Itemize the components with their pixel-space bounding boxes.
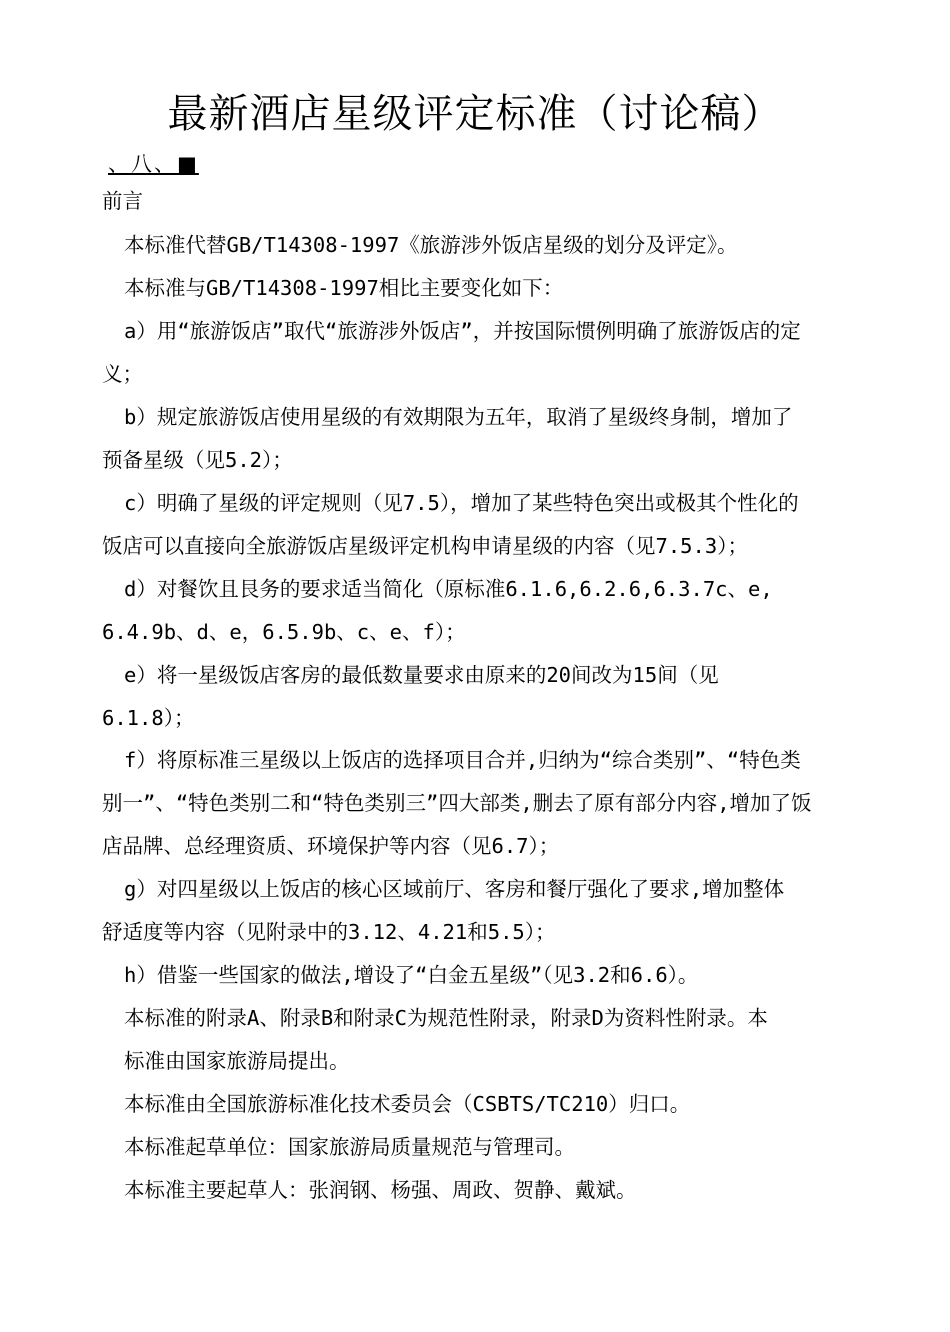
paragraph-line: e）将一星级饭店客房的最低数量要求由原来的20间改为15间（见: [124, 663, 719, 687]
paragraph-line: a）用“旅游饭店”取代“旅游涉外饭店”，并按国际惯例明确了旅游饭店的定: [124, 319, 801, 343]
paragraph-line: 本标准由全国旅游标准化技术委员会（CSBTS/TC210）归口。: [124, 1092, 691, 1116]
paragraph-line: f）将原标准三星级以上饭店的选择项目合并,归纳为“综合类别”、“特色类: [124, 748, 801, 772]
paragraph-line: 本标准代替GB/T14308-1997《旅游涉外饭店星级的划分及评定》。: [124, 233, 738, 257]
paragraph-line: 别一”、“特色类别二和“特色类别三”四大部类,删去了原有部分内容,增加了饭: [102, 791, 812, 815]
paragraph-line: 本标准起草单位：国家旅游局质量规范与管理司。: [124, 1135, 575, 1159]
paragraph-line: 预备星级（见5.2）；: [102, 448, 293, 472]
section-marker: 、八、■: [108, 152, 199, 176]
paragraph-line: c）明确了星级的评定规则（见7.5），增加了某些特色突出或极其个性化的: [124, 491, 799, 515]
paragraph-line: 店品牌、总经理资质、环境保护等内容（见6.7）；: [102, 834, 560, 858]
paragraph-line: 6.1.8）；: [102, 706, 195, 730]
paragraph-line: 本标准与GB/T14308-1997相比主要变化如下：: [124, 276, 564, 300]
paragraph-line: 饭店可以直接向全旅游饭店星级评定机构申请星级的内容（见7.5.3）；: [102, 534, 748, 558]
section-heading: 前言: [102, 189, 143, 213]
paragraph-line: d）对餐饮且艮务的要求适当简化（原标准6.1.6,6.2.6,6.3.7c、e,: [124, 577, 773, 601]
paragraph-line: 本标准的附录A、附录B和附录C为规范性附录，附录D为资料性附录。本: [124, 1006, 768, 1030]
paragraph-line: 本标准主要起草人：张润钢、杨强、周政、贺静、戴斌。: [124, 1178, 637, 1202]
paragraph-line: b）规定旅游饭店使用星级的有效期限为五年，取消了星级终身制，增加了: [124, 405, 793, 429]
paragraph-line: 6.4.9b、d、e，6.5.9b、c、e、f）；: [102, 620, 466, 644]
document-title: 最新酒店星级评定标准（讨论稿）: [167, 91, 783, 137]
paragraph-line: g）对四星级以上饭店的核心区域前厅、客房和餐厅强化了要求,增加整体: [124, 877, 785, 901]
paragraph-line: 舒适度等内容（见附录中的3.12、4.21和5.5）；: [102, 920, 556, 944]
paragraph-line: 标准由国家旅游局提出。: [124, 1049, 350, 1073]
paragraph-line: h）借鉴一些国家的做法,增设了“白金五星级”（见3.2和6.6）。: [124, 963, 699, 987]
paragraph-line: 义；: [102, 362, 143, 386]
